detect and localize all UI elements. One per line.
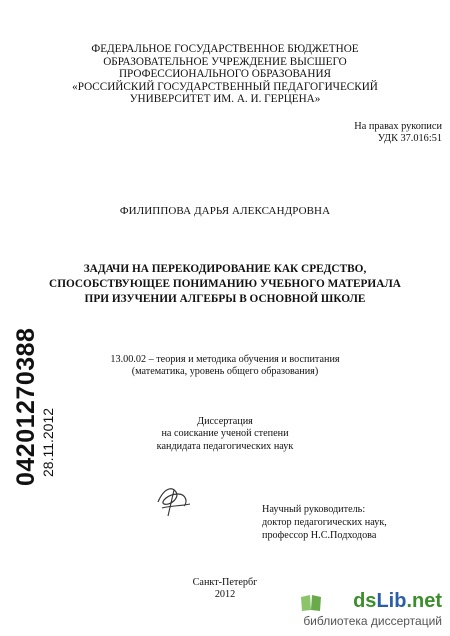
dissertation-type: [0, 416, 450, 453]
watermark-logo-ds: ds: [353, 590, 377, 612]
udc-code: УДК 37.016:51: [377, 133, 442, 145]
watermark-subtitle: библиотека диссертаций: [303, 614, 442, 628]
degree-purpose: на соискание ученой степени: [161, 428, 289, 440]
title-line: ПРИ ИЗУЧЕНИИ АЛГЕБРЫ В ОСНОВНОЙ ШКОЛЕ: [84, 292, 366, 305]
organization-header: [0, 43, 450, 106]
supervisor-block: [262, 503, 442, 542]
signature-icon: [150, 482, 196, 518]
book-icon: [300, 594, 322, 612]
title-line: СПОСОБСТВУЮЩЕЕ ПОНИМАНИЮ УЧЕБНОГО МАТЕРИАЛА: [49, 277, 401, 290]
organization-line: ОБРАЗОВАТЕЛЬНОЕ УЧРЕЖДЕНИЕ ВЫСШЕГО: [103, 55, 347, 68]
watermark-logo: [353, 590, 442, 613]
supervisor-label: Научный руководитель:: [262, 504, 366, 515]
city: Санкт-Петербг: [192, 577, 258, 588]
organization-line: ПРОФЕССИОНАЛЬНОГО ОБРАЗОВАНИЯ: [118, 68, 332, 81]
dissertation-label: Диссертация: [197, 416, 253, 427]
organization-line: «РОССИЙСКИЙ ГОСУДАРСТВЕННЫЙ ПЕДАГОГИЧЕСКИЙ: [72, 80, 378, 93]
organization-line: УНИВЕРСИТЕТ ИМ. А. И. ГЕРЦЕНА»: [129, 93, 321, 106]
title-line: ЗАДАЧИ НА ПЕРЕКОДИРОВАНИЕ КАК СРЕДСТВО,: [83, 263, 367, 275]
author-name: ФИЛИППОВА ДАРЬЯ АЛЕКСАНДРОВНА: [119, 205, 331, 217]
organization-line: ФЕДЕРАЛЬНОЕ ГОСУДАРСТВЕННОЕ БЮДЖЕТНОЕ: [91, 43, 359, 55]
watermark-logo-net: .net: [406, 590, 442, 612]
degree-name: кандидата педагогических наук: [156, 440, 294, 452]
supervisor-name: профессор Н.С.Подходова: [262, 530, 377, 541]
watermark-logo-lib: Lib: [376, 590, 407, 612]
supervisor-degree: доктор педагогических наук,: [262, 517, 387, 528]
specialty-field: (математика, уровень общего образования): [131, 366, 319, 378]
dissertation-title: [0, 262, 450, 306]
specialty: [0, 354, 450, 379]
manuscript-rights: [302, 121, 442, 146]
specialty-code: 13.00.02 – теория и методика обучения и воспитания: [110, 354, 340, 365]
rights-label: На правах рукописи: [354, 121, 442, 132]
watermark: [300, 590, 446, 632]
year: 2012: [214, 589, 236, 601]
